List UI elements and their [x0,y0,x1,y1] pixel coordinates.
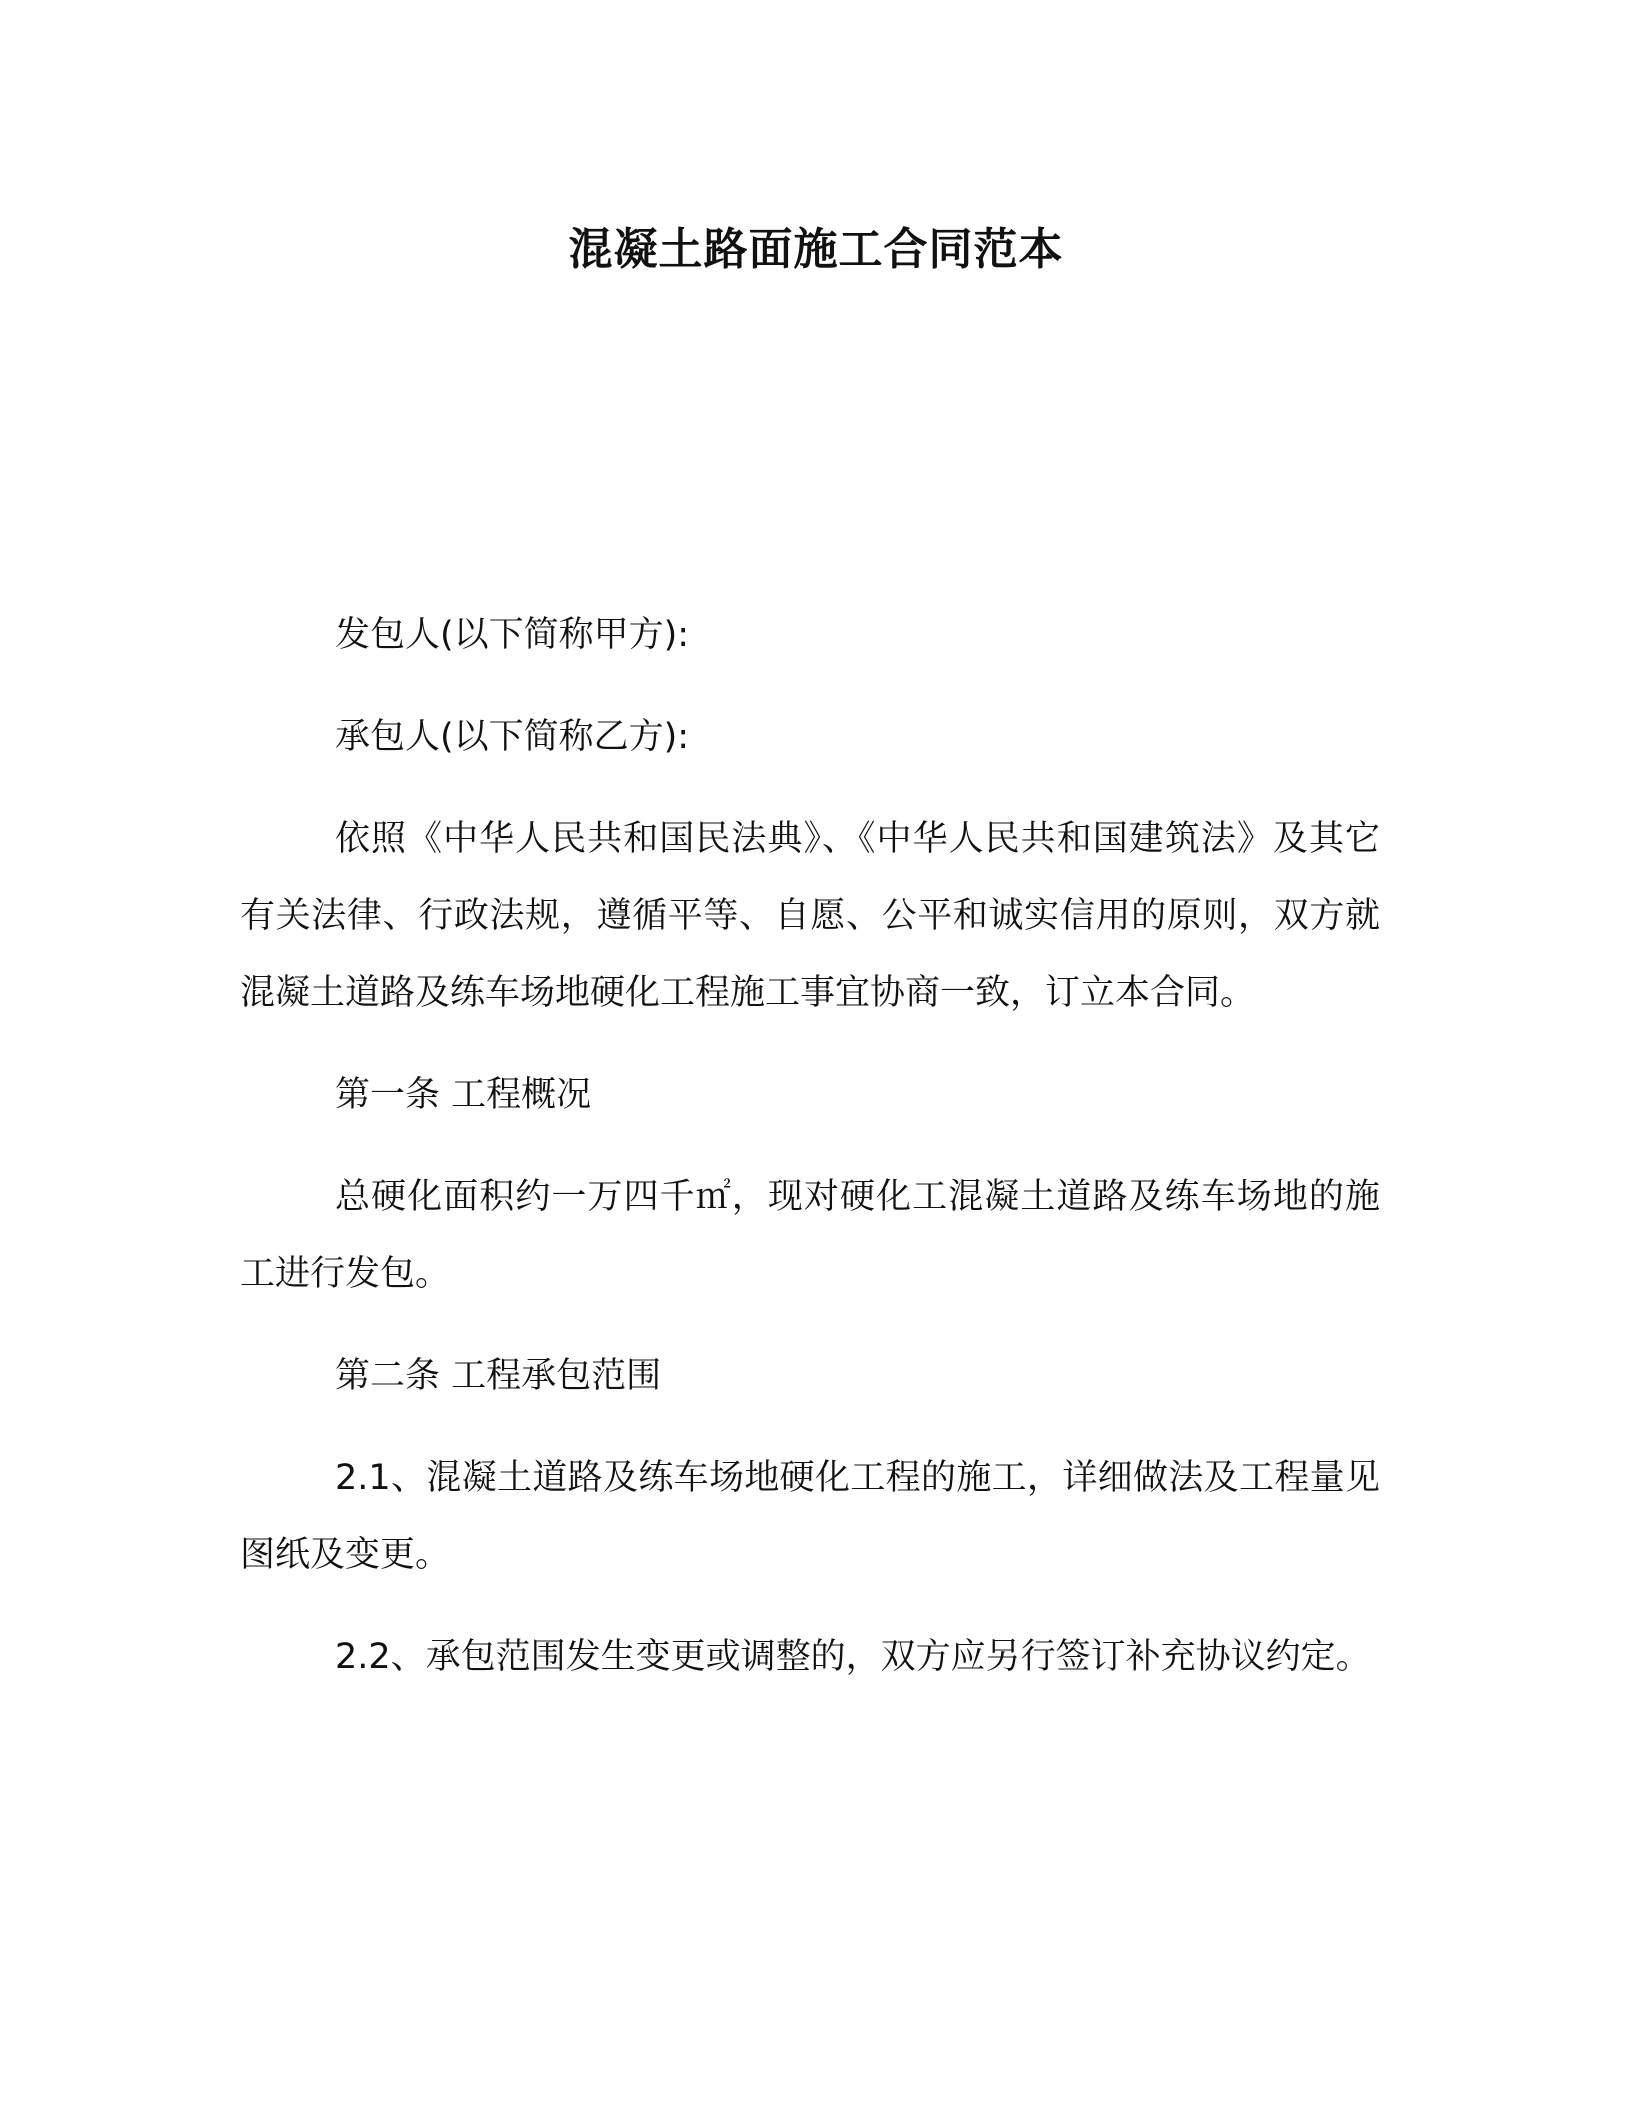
article-2-heading: 第二条 工程承包范围 [335,1356,662,1396]
party-a-line: 发包人(以下简称甲方): [335,615,690,655]
clause-2-1-paragraph: 2.1、混凝土道路及练车场地硬化工程的施工，详细做法及工程量见图纸及变更。 [240,1458,1380,1575]
page-title: 混凝土路面施工合同范本 [568,224,1064,275]
party-b-line: 承包人(以下简称乙方): [335,717,690,757]
preamble-paragraph: 依照《中华人民共和国民法典》、《中华人民共和国建筑法》及其它有关法律、行政法规，遵循平等、自愿、公平和诚实信用的原则，双方就混凝土道路及练车场地硬化工程施工事宜协商一致，订立本合同。 [240,819,1380,1013]
article-1-heading: 第一条 工程概况 [335,1075,592,1115]
article-1-paragraph: 总硬化面积约一万四千㎡，现对硬化工混凝土道路及练车场地的施工进行发包。 [240,1177,1380,1294]
clause-2-2-paragraph: 2.2、承包范围发生变更或调整的，双方应另行签订补充协议约定。 [335,1637,1371,1677]
document-body [240,597,1380,1721]
